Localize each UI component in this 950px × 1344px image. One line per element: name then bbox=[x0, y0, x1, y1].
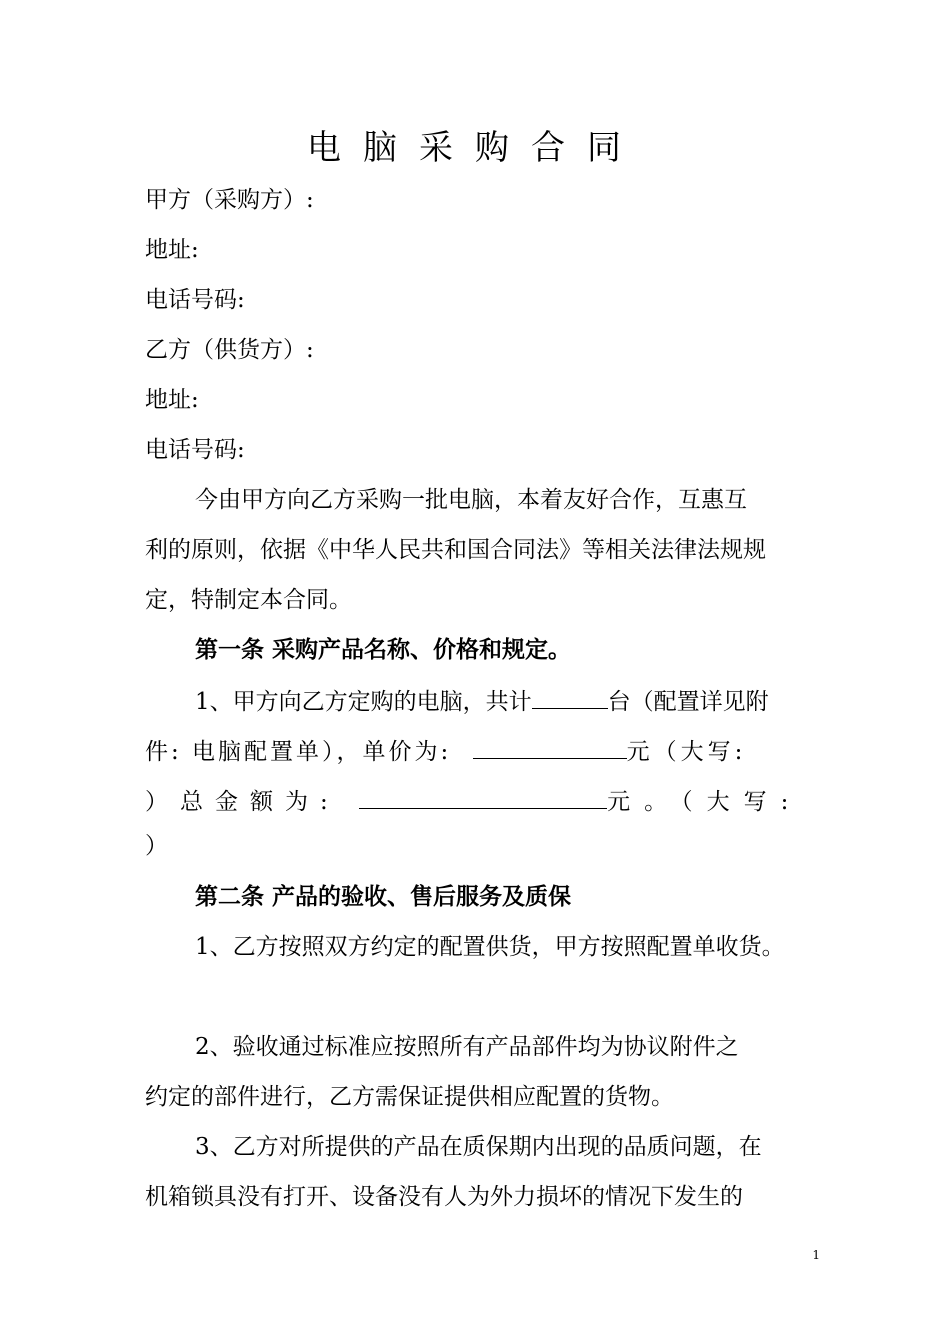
contract-title: 电脑采购合同 bbox=[307, 128, 643, 168]
page-number: 1 bbox=[812, 1248, 820, 1262]
article-2-item-1: 1、乙方按照双方约定的配置供货，甲方按照配置单收货。 bbox=[195, 934, 785, 960]
party-b-phone: 电话号码: bbox=[145, 437, 245, 463]
party-b-address: 地址: bbox=[145, 387, 199, 413]
preamble-line-2: 利的原则，依据《中华人民共和国合同法》等相关法律法规规 bbox=[145, 537, 766, 563]
party-a-address: 地址: bbox=[145, 237, 199, 263]
article-2-item-3-line-2: 机箱锁具没有打开、设备没有人为外力损坏的情况下发生的 bbox=[145, 1184, 743, 1210]
article-2-heading: 第二条 产品的验收、售后服务及质保 bbox=[195, 883, 572, 910]
quantity-blank bbox=[532, 684, 608, 709]
article-1-item-1-line-3 bbox=[145, 784, 810, 818]
article-1-item-1-text-c: 件: 电脑配置单），单价为: bbox=[145, 739, 452, 765]
article-1-item-1-line-4: ） bbox=[145, 833, 168, 859]
article-1-item-1-text-b: 台（配置详见附 bbox=[607, 689, 769, 715]
party-a-label: 甲方（采购方）: bbox=[145, 187, 314, 213]
party-a-phone: 电话号码: bbox=[145, 287, 245, 313]
article-1-item-1-text-a: 1、甲方向乙方定购的电脑，共计 bbox=[195, 689, 532, 715]
article-2-item-3-line-1: 3、乙方对所提供的产品在质保期内出现的品质问题，在 bbox=[195, 1134, 762, 1160]
preamble-line-3: 定，特制定本合同。 bbox=[145, 587, 352, 613]
article-1-item-1-line-1 bbox=[195, 684, 810, 718]
unit-price-blank bbox=[473, 734, 627, 759]
article-2-item-2-line-2: 约定的部件进行，乙方需保证提供相应配置的货物。 bbox=[145, 1084, 674, 1110]
article-1-item-1-text-f: 元。（大写: bbox=[607, 789, 803, 815]
article-1-item-1-text-d: 元（大写: bbox=[626, 739, 747, 765]
party-b-label: 乙方（供货方）: bbox=[145, 337, 314, 363]
total-amount-blank bbox=[359, 784, 607, 809]
article-1-heading: 第一条 采购产品名称、价格和规定。 bbox=[195, 636, 572, 663]
article-1-item-1-line-2 bbox=[145, 734, 810, 768]
preamble-line-1: 今由甲方向乙方采购一批电脑，本着友好合作，互惠互 bbox=[195, 487, 747, 513]
article-1-item-1-text-e: ）总金额为: bbox=[145, 789, 340, 815]
article-2-item-2-line-1: 2、验收通过标准应按照所有产品部件均为协议附件之 bbox=[195, 1034, 739, 1060]
